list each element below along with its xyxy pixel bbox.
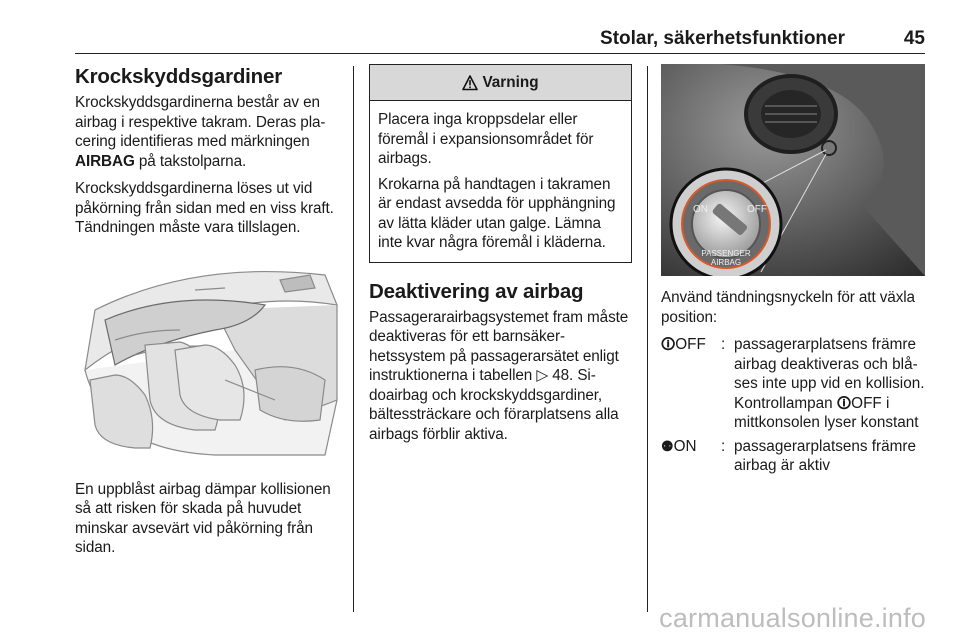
warning-box (369, 64, 632, 263)
column-left (75, 64, 343, 566)
description-on: passagerarplatsens främre airbag är aktiv (734, 437, 916, 474)
airbag-marking: AIRBAG (75, 152, 135, 170)
switch-label-off: OFF (747, 204, 767, 215)
switch-label-on: ON (693, 204, 708, 215)
airbag-on-icon: ⚉ (661, 437, 674, 454)
switch-label-airbag: AIRBAG (710, 258, 742, 267)
warning-header (370, 65, 631, 101)
warning-triangle-icon (462, 75, 478, 91)
warning-paragraph-1: Placera inga kroppsdelar eller föremål i expansionsområdet för airbags. (378, 111, 594, 167)
column-divider-2 (647, 66, 648, 612)
warning-paragraph-2: Krokarna på handtagen i takramen är endast avsedda för upphängning av lätta kläder utan galge. Lämna inte kvar några föremål i kläderna. (378, 175, 616, 251)
paragraph-curtain-intro: Krockskyddsgardinerna består av en airbag i respektive takram. Deras placering identifieras med märkningen AIRBAG på takstolparna. (75, 94, 326, 170)
page-header (75, 24, 925, 54)
section-heading-deactivation: Deaktivering av airbag (369, 279, 584, 303)
paragraph-curtain-deploy: Krockskyddsgardinerna löses ut vid påkörning från sidan med en viss kraft. Tändningen måste vara tillslagen. (75, 180, 334, 236)
page-number: 45 (903, 28, 925, 49)
page-reference[interactable]: 48 (552, 367, 570, 384)
column-middle (369, 64, 632, 452)
warning-body (370, 101, 631, 262)
description-off: passagerarplatsens främre airbag deaktiveras och blåses inte upp vid en kollision. Kontrollampan 🛈︎OFF i mittkonsolen lyser konstant (734, 336, 925, 431)
column-divider-1 (353, 66, 354, 612)
column-right (661, 64, 925, 480)
switch-position-list (661, 335, 925, 476)
list-item: 🛈︎OFF : passagerarplatsens främre airbag deaktiveras och blåses inte upp vid en kollision. Kontrollampan 🛈︎OFF i mittkonsolen lyser konstant (661, 336, 925, 431)
airbag-switch-photo (661, 64, 925, 276)
page-reference-icon: ▷ (536, 367, 549, 384)
term-on: ON (673, 437, 697, 455)
watermark: carmanualsonline.info (659, 603, 926, 633)
header-title: Stolar, säkerhetsfunktioner (600, 28, 845, 49)
list-item: ⚉ON : passagerarplatsens främre airbag är aktiv (661, 437, 925, 476)
warning-title: Varning (482, 73, 539, 91)
figure-caption: En uppblåst airbag dämpar kollisionen så att risken för skada på huvudet minskar avsevärt vid påkörning från sidan. (75, 480, 331, 556)
term-off: OFF (675, 336, 706, 353)
airbag-off-icon: 🛈︎ (661, 336, 676, 352)
switch-label-passenger: PASSENGER (701, 249, 751, 258)
paragraph-switch-intro: Använd tändningsnyckeln för att växla position: (661, 289, 915, 326)
paragraph-deactivation: Passagerarairbagsystemet fram måste deaktiveras för ett barnsäkerhetssystem på passagerarsätet enligt instruktionerna i tabellen ▷ 48. Sidoairbag och krockskyddsgardiner, bältessträckare och förarplatsens alla airbags förblir aktiva. (369, 308, 629, 443)
section-heading-curtain-airbags: Krockskyddsgardiner (75, 65, 282, 88)
airbag-off-icon: 🛈︎ (836, 394, 852, 411)
curtain-airbag-illustration (75, 250, 343, 462)
